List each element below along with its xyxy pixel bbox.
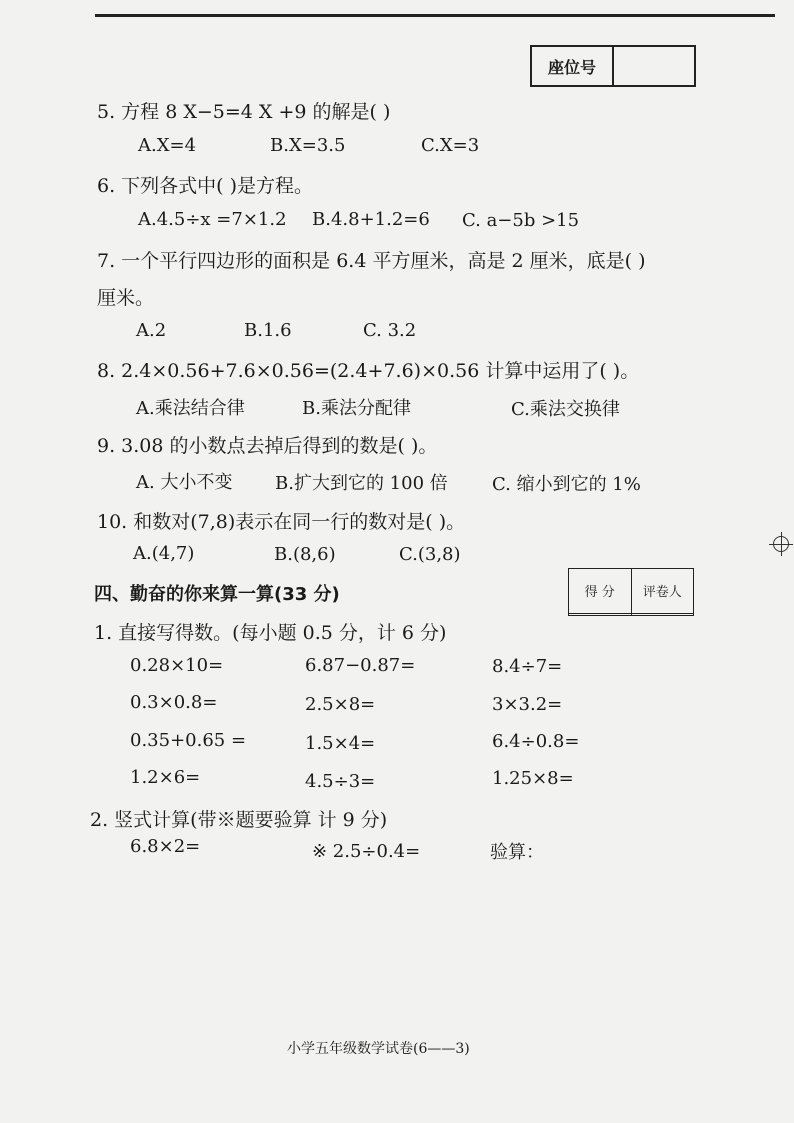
calc-item: 1.2×6= bbox=[130, 767, 201, 788]
q7-option-c: C. 3.2 bbox=[363, 320, 417, 341]
calc-item: 4.5÷3= bbox=[305, 771, 376, 792]
question-7: 7. 一个平行四边形的面积是 6.4 平方厘米，高是 2 厘米，底是( ) bbox=[97, 250, 646, 272]
q10-option-a: A.(4,7) bbox=[133, 543, 195, 564]
calc-item: 1.5×4= bbox=[305, 733, 376, 754]
grader-header: 评卷人 bbox=[631, 569, 694, 614]
q5-option-a: A.X=4 bbox=[138, 135, 197, 156]
score-cell[interactable] bbox=[569, 613, 632, 615]
score-header: 得 分 bbox=[569, 569, 632, 614]
calc-item: 0.28×10= bbox=[130, 655, 224, 676]
question-9: 9. 3.08 的小数点去掉后得到的数是( )。 bbox=[97, 435, 438, 457]
q8-option-a: A.乘法结合律 bbox=[136, 398, 245, 419]
footer-title: 小学五年级数学试卷(6——3) bbox=[287, 1041, 470, 1057]
calc-item: 2.5×8= bbox=[305, 694, 376, 715]
section-4-title: 四、勤奋的你来算一算(33 分) bbox=[94, 584, 340, 605]
seat-number-field[interactable] bbox=[614, 47, 694, 85]
calc-item: 3×3.2= bbox=[492, 694, 563, 715]
q10-option-c: C.(3,8) bbox=[399, 544, 461, 565]
q5-option-c: C.X=3 bbox=[421, 135, 480, 156]
seat-number-box bbox=[530, 45, 696, 87]
seat-label: 座位号 bbox=[532, 47, 614, 85]
q7-option-b: B.1.6 bbox=[244, 320, 292, 341]
question-6: 6. 下列各式中( )是方程。 bbox=[97, 175, 314, 197]
question-8: 8. 2.4×0.56+7.6×0.56=(2.4+7.6)×0.56 计算中运用了( )。 bbox=[97, 360, 640, 382]
vertical-calc-item: 6.8×2= bbox=[130, 836, 201, 857]
question-7-cont: 厘米。 bbox=[97, 287, 155, 309]
q6-option-c: C. a−5b >15 bbox=[462, 210, 580, 231]
vertical-calc-item: ※ 2.5÷0.4= bbox=[312, 841, 421, 862]
calc-item: 0.3×0.8= bbox=[130, 692, 218, 713]
top-rule bbox=[95, 14, 775, 17]
q9-option-b: B.扩大到它的 100 倍 bbox=[275, 473, 448, 494]
grader-cell[interactable] bbox=[631, 613, 694, 615]
check-label: 验算： bbox=[490, 842, 544, 863]
q9-option-a: A. 大小不变 bbox=[136, 472, 233, 493]
calc-item: 6.4÷0.8= bbox=[492, 731, 580, 752]
calc-item: 1.25×8= bbox=[492, 768, 574, 789]
q8-option-c: C.乘法交换律 bbox=[511, 399, 620, 420]
q6-option-b: B.4.8+1.2=6 bbox=[312, 209, 430, 230]
calc-item: 0.35+0.65 = bbox=[130, 730, 247, 751]
problem-1-title: 1. 直接写得数。(每小题 0.5 分，计 6 分) bbox=[94, 622, 447, 644]
q7-option-a: A.2 bbox=[136, 320, 167, 341]
calc-item: 6.87−0.87= bbox=[305, 655, 416, 676]
score-table bbox=[568, 568, 694, 616]
q9-option-c: C. 缩小到它的 1% bbox=[492, 474, 641, 495]
q6-option-a: A.4.5÷x =7×1.2 bbox=[138, 209, 287, 230]
registration-mark bbox=[773, 536, 789, 552]
q5-option-b: B.X=3.5 bbox=[270, 135, 346, 156]
calc-item: 8.4÷7= bbox=[492, 656, 563, 677]
q8-option-b: B.乘法分配律 bbox=[302, 398, 411, 419]
question-5: 5. 方程 8 X−5=4 X +9 的解是( ) bbox=[97, 101, 391, 123]
q10-option-b: B.(8,6) bbox=[274, 544, 336, 565]
problem-2-title: 2. 竖式计算(带※题要验算 计 9 分) bbox=[90, 809, 388, 831]
question-10: 10. 和数对(7,8)表示在同一行的数对是( )。 bbox=[97, 511, 466, 533]
